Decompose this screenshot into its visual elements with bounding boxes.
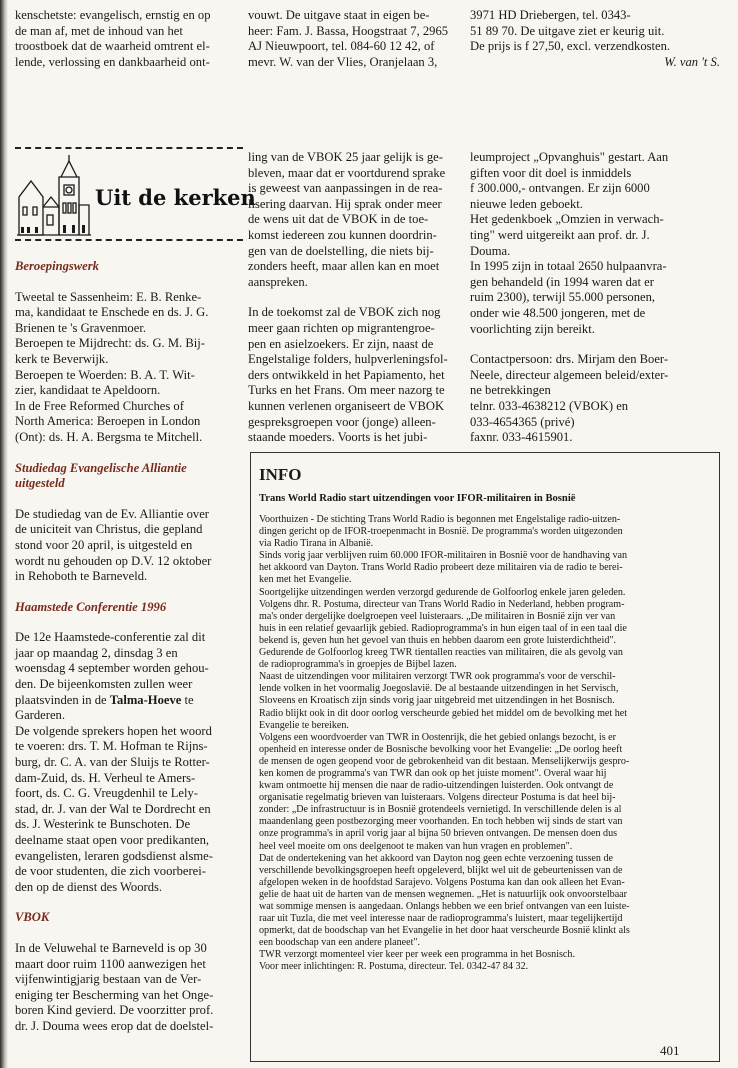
text-line: In de Free Reformed Churches of [15, 398, 184, 413]
text-line: In 1995 zijn in totaal 2650 hulpaanvra- [470, 259, 667, 274]
info-subtitle: Trans World Radio start uitzendingen voor IFOR-militairen in Bosnië [259, 493, 576, 504]
text-line: telnr. 033-4638212 (VBOK) en [470, 398, 629, 413]
text-line: zonders heeft, maar allen kan en moet [248, 259, 440, 274]
heading-haamstede: Haamstede Conferentie 1996 [15, 599, 167, 614]
info-text-line: Voorthuizen - De stichting Trans World Radio is begonnen met Engelstalige radio-uitzen- [259, 514, 621, 525]
info-title: INFO [259, 465, 302, 484]
text-line: de man af, met de inhoud van het [15, 23, 183, 38]
text-line: f 300.000,- ontvangen. Er zijn 6000 [470, 181, 650, 196]
text-line: zier, kandidaat te Apeldoorn. [15, 383, 161, 398]
top-column-3 [470, 8, 720, 70]
text-line: in Rehoboth te Barneveld. [15, 569, 148, 584]
text-line: de voor studenten, die zich voorberei- [15, 864, 206, 879]
text-line: de uniciteit van Christus, die gepland [15, 522, 203, 537]
top-column-1 [15, 8, 245, 70]
info-text-line: Naast de uitzendingen voor militairen verzorgt TWR ook programma's voor de verschil- [259, 671, 616, 683]
info-text-line: opmerkt, dat de boodschap van het Evangelie in het door haat verscheurde Bosnië klinkt als [259, 925, 630, 937]
info-text-line: een boodschap van een andere planeet". [259, 937, 421, 949]
text-line: troostboek dat de waarheid omtrent el- [15, 39, 210, 54]
info-text-line: het akkoord van Dayton. Trans World Radio probeert deze militairen via de radio te berei- [259, 562, 623, 574]
text-line: gespreksgroepen voor (jonge) alleen- [248, 414, 436, 429]
text-line: stond voor 20 april, is uitgesteld en [15, 537, 193, 552]
text-line: burg, dr. C. A. van der Sluijs te Rotter- [15, 755, 210, 770]
info-text-line: Sinds vorig jaar verblijven ruim 60.000 IFOR-militairen in Bosnië voor de handhaving van [259, 550, 628, 562]
text-line: onder wie 48.500 jongeren, met de [470, 305, 646, 320]
text-line: North America: Beroepen in London [15, 414, 201, 429]
text-line: Beroepen te Woerden: B. A. T. Wit- [15, 367, 195, 382]
text-line: wordt nu gehouden op D.V. 12 oktober [15, 553, 212, 568]
heading-beroepingswerk: Beroepingswerk [15, 259, 99, 273]
info-text-line: onze programma's in april vorig jaar al bijna 50 brieven ontvangen. De mensen doen dus [259, 828, 618, 840]
section-title: Uit de kerken [95, 185, 256, 210]
text-line: In de toekomst zal de VBOK zich nog [248, 305, 441, 320]
text-line: gen van de doelstelling, die niets bij- [248, 243, 434, 258]
info-text-line: TWR verzorgt momenteel vier keer per week een programma in het Bosnisch. [259, 949, 575, 961]
top-column-2 [248, 8, 478, 70]
text-line [15, 693, 245, 709]
text-line: ting" werd uitgereikt aan prof. dr. J. [470, 227, 650, 242]
text-line: ma, kandidaat te Enschede en ds. J. G. [15, 305, 209, 320]
page-number: 401 [660, 1043, 680, 1058]
text-line: de wens uit dat de VBOK in de toe- [248, 212, 429, 227]
info-text-line: afgelopen weken in de hoofdstad Sarajevo. Volgens Postuma kan dan ook alleen het Evan- [259, 876, 625, 888]
text-line: lisering daarvan. Hij sprak onder meer [248, 196, 442, 211]
info-text-line: ma's onder dergelijke doelgroepen veel luisteraars. „De militairen in Bosnië zijn ver van [259, 610, 616, 622]
text-line: De prijs is f 27,50, excl. verzendkosten. [470, 39, 671, 54]
info-text-line: bekend is, geven hun het gevoel van thuis en hebben daarom een grote luisterdichtheid". [259, 634, 617, 646]
info-text-line: Dat de ondertekening van het akkoord van Dayton nog geen echte verzoening tussen de [259, 852, 614, 864]
church-illustration-icon [17, 155, 91, 237]
info-text-line: kwam ontmoette hij mensen die naar de radio-uitzendingen luisterden. Ook ontvangt de [259, 780, 614, 792]
right-column [470, 150, 720, 446]
text-fragment: te [181, 692, 194, 707]
info-text-line: Radio blijkt ook in dit door oorlog verscheurde gebied het middel om de bevolking met het [259, 707, 628, 719]
text-line: den. De bijeenkomsten zullen weer [15, 677, 193, 692]
dashed-rule [15, 239, 243, 241]
heading-studiedag: Studiedag Evangelische Alliantie [15, 460, 187, 475]
middle-column [248, 150, 473, 446]
info-text-line: via Radio Tirana in Albanië. [259, 538, 374, 550]
info-text-line: de mensen de ogen geopend voor de gebrokenheid van dit bestaan. Menselijkerwijs gespro- [259, 755, 630, 767]
text-line: kunnen verlenen organiseert de VBOK [248, 398, 445, 413]
text-line: faxnr. 033-4615901. [470, 430, 573, 445]
dashed-rule [15, 147, 243, 149]
text-line: De studiedag van de Ev. Alliantie over [15, 506, 209, 521]
info-text-line: ken komen de programma's van TWR dan ook op het juiste moment". Overal waar hij [259, 767, 607, 779]
text-line: vijfenwintigjarig bestaan van de Ver- [15, 972, 202, 987]
text-line: pen en asielzoekers. Er zijn, naast de [248, 336, 434, 351]
info-text-line: zonder: „De infrastructuur is in Bosnië grotendeels vernietigd. In verschillende delen is al [259, 804, 622, 816]
text-line: komst iedereen zou kunnen doordrin- [248, 227, 437, 242]
text-line: te voeren: drs. T. M. Hofman te Rijns- [15, 739, 208, 754]
left-column [15, 259, 245, 1035]
text-line: Brienen te 's Gravenmoer. [15, 320, 146, 335]
text-line: bleven, maar dat er voortdurend sprake [248, 165, 446, 180]
author-signature: W. van 't S. [664, 54, 720, 69]
heading-vbok: VBOK [15, 910, 50, 925]
text-line: is geweest van aanpassingen in de rea- [248, 181, 443, 196]
text-line: stad, dr. J. van der Wal te Dordrecht en [15, 801, 211, 816]
info-text-line: Soortgelijke uitzendingen werden verzorgd gedurende de Golfoorlog enkele jaren geleden. [259, 586, 626, 598]
text-line: dam-Zuid, ds. H. Verheul te Amers- [15, 770, 196, 785]
text-line: aanspreken. [248, 274, 308, 289]
info-text-line: dingen gericht op de IFOR-troepenmacht in Bosnië. De programma's worden uitgezonden [259, 526, 623, 538]
text-line: mevr. W. van der Vlies, Oranjelaan 3, [248, 54, 438, 69]
text-line: jaar op maandag 2, dinsdag 3 en [15, 645, 178, 660]
text-line: Engelstalige folders, hulpverleningsfol- [248, 352, 448, 367]
text-line: Tweetal te Sassenheim: E. B. Renke- [15, 289, 202, 304]
info-text-line: huis in een relatief gevaarlijk gebied. Radioprogramma's in hun eigen taal of in een taal die [259, 622, 627, 634]
text-line: kerk te Beverwijk. [15, 351, 109, 366]
page-binding-shadow [0, 0, 8, 1068]
info-text-line: lende volken in het voormalig Joegoslavië. De al bestaande uitzendingen in het Servisch, [259, 683, 619, 695]
text-line: leumproject „Opvanghuis" gestart. Aan [470, 150, 669, 164]
section-header [15, 147, 256, 243]
info-text-line: openheid en interesse onder de Bosnische bevolking voor het Evangelie: „De oorlog heeft [259, 743, 623, 755]
info-text-line: Sloveens en Kroatisch zijn sinds vorig jaar uitgebreid met uitzendingen in het Bosnisch. [259, 695, 615, 707]
text-line: (Ont): ds. H. A. Bergsma te Mitchell. [15, 429, 203, 444]
text-line: lende, verlossing en dankbaarheid ont- [15, 54, 210, 69]
text-line: Contactpersoon: drs. Mirjam den Boer- [470, 352, 669, 367]
text-fragment: plaatsvinden in de [15, 692, 110, 707]
text-line: ruim 2300), terwijl 55.000 personen, [470, 290, 656, 305]
text-line: deelname staat open voor predikanten, [15, 833, 210, 847]
text-line: staande moeders. Voorts is het jubi- [248, 430, 428, 445]
text-line: boren Kind gevierd. De voorzitter prof. [15, 1003, 214, 1018]
text-line: gen behandeld (in 1994 waren dat er [470, 274, 654, 289]
text-line: ne betrekkingen [470, 383, 551, 398]
info-box [250, 452, 720, 1062]
text-line: Garderen. [15, 708, 65, 723]
text-line: In de Veluwehal te Barneveld is op 30 [15, 940, 207, 955]
text-line: De 12e Haamstede-conferentie zal dit [15, 630, 206, 645]
text-line: Neele, directeur algemeen beleid/exter- [470, 367, 669, 382]
text-line: De volgende sprekers hopen het woord [15, 723, 212, 738]
text-line: Het gedenkboek „Omzien in verwach- [470, 212, 664, 227]
text-line: voorlichting zijn bereikt. [470, 321, 595, 336]
info-text-line: Volgens dhr. R. Postuma, directeur van Trans World Radio in Nederland, hebben program- [259, 598, 625, 610]
venue-name: Talma-Hoeve [109, 692, 182, 707]
text-line: giften voor dit doel is inmiddels [470, 165, 632, 180]
text-line: dr. J. Douma wees erop dat de doelstel- [15, 1018, 214, 1033]
heading-studiedag-2: uitgesteld [15, 476, 65, 491]
text-line: kenschetste: evangelisch, ernstig en op [15, 8, 211, 22]
info-text-line: organisatie regelmatig brieven van luisteraars. Volgens directeur Postuma is dat heel bij- [259, 792, 616, 804]
text-line: eniging ter Bescherming van het Onge- [15, 987, 214, 1002]
text-line: nieuwe leden geboekt. [470, 196, 583, 211]
text-line: ds. J. Westerink te Bunschoten. De [15, 817, 191, 832]
text-line: AJ Nieuwpoort, tel. 084-60 12 42, of [248, 39, 435, 54]
info-body [259, 514, 709, 974]
info-text-line: verschillende bevolkingsgroepen heeft opgeleverd, blijkt wel uit de gebeurtenissen van de [259, 864, 623, 876]
info-text-line: raar uit Tuzla, die met veel interesse naar de radioprogramma's luistert, maar tegelijkertijd [259, 913, 623, 925]
text-line: 3971 HD Driebergen, tel. 0343- [470, 8, 631, 22]
text-line: woensdag 4 september worden gehou- [15, 661, 209, 676]
info-text-line: wat sommige mensen is aangedaan. Onlangs hebben we een brief ontvangen van een luiste- [259, 901, 630, 912]
info-text-line: de radioprogramma's in groepjes de Bijbel lazen. [259, 659, 457, 671]
info-text-line: Volgens een woordvoerder van TWR in Oostenrijk, die het gebied onlangs bezocht, is er [259, 731, 617, 743]
info-text-line: gelie de haat uit de harten van de mensen wegnemen. „Het is natuurlijk ook onvoorstelbaar [259, 888, 628, 900]
text-line: foort, ds. C. G. Vreugdenhil te Lely- [15, 786, 198, 801]
text-line: Beroepen te Mijdrecht: ds. G. M. Bij- [15, 336, 205, 351]
text-line: ling van de VBOK 25 jaar gelijk is ge- [248, 150, 443, 164]
text-line: Turks en het Frans. Om meer nazorg te [248, 383, 445, 398]
text-line: evangelisten, leraren godsdienst alsme- [15, 848, 213, 863]
info-text-line: Voor meer inlichtingen: R. Postuma, directeur. Tel. 0342-47 84 32. [259, 961, 529, 973]
info-text-line: maandenlang geen postbezorging meer voorhanden. En toch hebben wij sinds de start van [259, 816, 623, 828]
info-text-line: heel veel moeite om ons deelgenoot te maken van hun vragen en problemen". [259, 840, 573, 852]
info-text-line: Evangelie te bereiken. [259, 719, 349, 731]
text-line: 51 89 70. De uitgave ziet er keurig uit. [470, 23, 665, 38]
text-line: meer gaan richten op migrantengroe- [248, 320, 435, 335]
text-line: heer: Fam. J. Bassa, Hoogstraat 7, 2965 [248, 23, 449, 38]
text-line: den op de dienst des Woords. [15, 879, 163, 894]
info-text-line: Gedurende de Golfoorlog kreeg TWR tientallen reacties van militairen, die als gevolg van [259, 647, 623, 659]
text-line: Douma. [470, 243, 511, 258]
text-line: vouwt. De uitgave staat in eigen be- [248, 8, 430, 22]
info-text-line: ken met het Evangelie. [259, 574, 352, 586]
text-line: maart door ruim 1100 aanwezigen het [15, 956, 206, 971]
text-line: 033-4654365 (privé) [470, 414, 575, 429]
text-line: ders ontwikkeld in het Papiamento, het [248, 367, 445, 382]
